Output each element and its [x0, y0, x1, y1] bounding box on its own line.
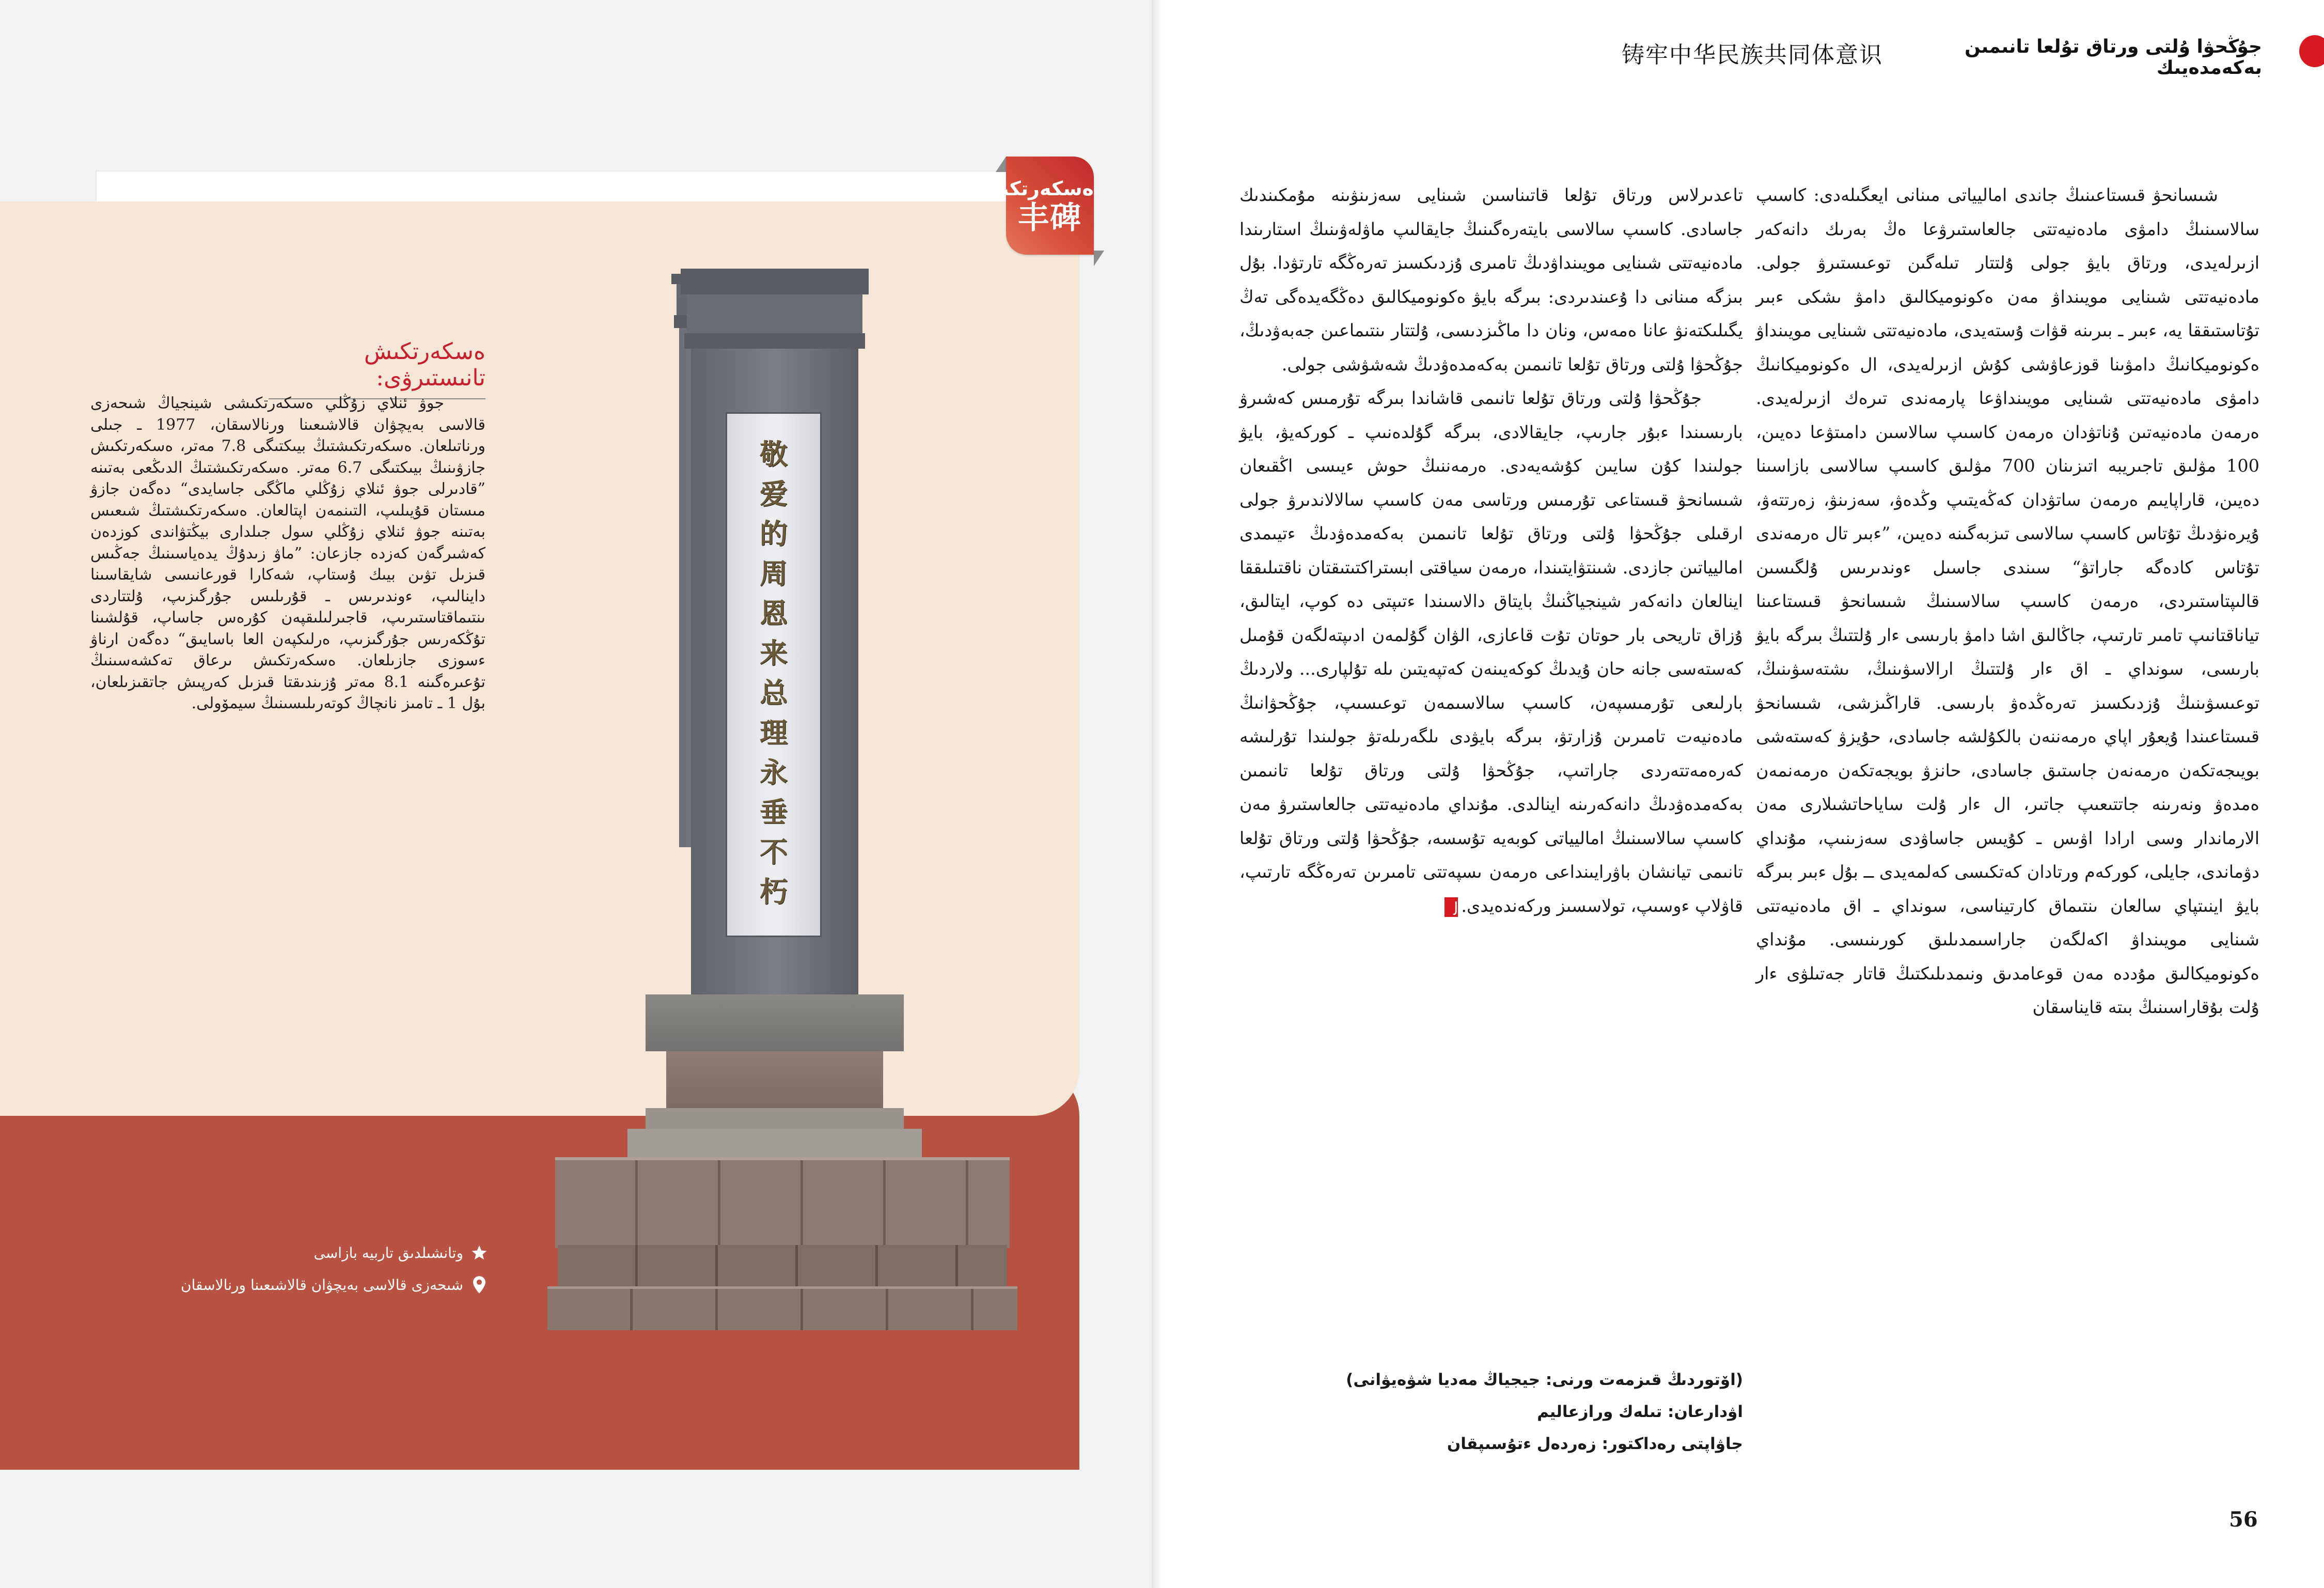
white-frame: [96, 170, 1079, 203]
inscription-character: 周: [760, 557, 788, 590]
author-affiliation: (اۆتوردىڭ قىزمەت ورنى: جيجياڭ مەديا شۋەيۋانى): [1346, 1371, 1743, 1389]
inscription-character: 垂: [760, 796, 788, 829]
monument-base: [558, 1245, 1007, 1286]
monument-base: [555, 1157, 1010, 1248]
article-paragraph: [1239, 178, 1743, 381]
caption-location-text: شىحەزى قالاسى بەيچۋان قالاشىعىنا ورنالاسقان: [181, 1276, 463, 1294]
star-icon: [470, 1244, 488, 1262]
inscription-character: 永: [760, 756, 788, 789]
badge-chinese-label: 丰碑: [1018, 200, 1082, 236]
inscription-text: [727, 414, 820, 912]
caption-education-base-text: وتانشىلدىق تاربيە بازاسى: [313, 1244, 463, 1262]
monument-shaft: [684, 333, 865, 349]
monument-plinth: [646, 1108, 904, 1129]
monument-plinth: [666, 1051, 883, 1108]
article-paragraph-text: تاعدىرلاس ورتاق تۇلعا قاتىناسىن شىنايى سەزىنۋىنە مۇمكىندىك جاسادى. كاسىپ سالاسى بايتەرەگىنىڭ جايقالىپ ماۋلەۋىنىڭ استارىندا مادەنيەتتى شىنايى مويىنداۋدىڭ تامىرى ۇزدىكسىز تەرەڭگە تارتۋدا. بۇل بىزگە مىنانى دا ۇعىندىردى: بىرگە بايۋ ەكونوميكالىق دەڭگەيدەگى تەڭ يگىلىكتەنۋ عانا ەمەس، ونان دا ماڭىزدىسى، ۇلتتار ىنتىماعىن جەبەۋدىڭ، جۇڭحۋا ۇلتى ورتاق تۇلعا تانىمىن بەكەمدەۋدىڭ شەشۋشى جولى.: [1239, 185, 1743, 375]
page-number: 56: [2229, 1507, 2258, 1532]
badge-fold: [996, 157, 1006, 172]
running-header-chinese: 铸牢中华民族共同体意识: [1622, 42, 1883, 68]
caption-location: [181, 1276, 488, 1294]
inscription-character: 总: [760, 676, 788, 709]
monument-description-text: جوۋ ئنلاي زۇڭلي ەسكەرتكىشى شينجياڭ شىحەزى قالاسى بەيچۋان قالاشىعىنا ورنالاسقان، 1977 ـ جىلى ورناتىلعان. ەسكەرتكىشتىڭ بيىكتىگى 7.8 مەتر، ەسكەرتكىش جازۋىنىڭ بيىكتىگى 6.7 مەتر. ەسكەرتكىشتىڭ الدىڭعى بەتىنە ”قادىرلى جوۋ ئنلاي زۇڭلي ماڭگى جاسايدى“ دەگەن جازۋ مىستان قۇيىلىپ، التىنمەن اپتالعان. ەسكەرتكىشتىڭ شىعىس بەتىنە جوۋ ئنلاي زۇڭلي سول جىلدارى بيڭتۋاندى كوزدەن كەشىرگەن كەزدە جازعان: ”ماۋ زىدۇڭ يدەياسىنىڭ جەڭىس قىزىل تۋىن بيىك ۇستاپ، شەكارا قورعانىسى شايقاسىنا داينالىپ، ءوندىرىس ـ قۇرىلىس جۇرگىزىپ، ۇلتتاردى ىنتىماقتاستىرىپ، قاجىرلىلىقپەن كۇرەس جاساپ، قۇلشىنا تۇڭكەرىس جۇرگىزىپ، ەرلىكپەن العا باسايىق“ دەگەن ارناۋ ءسوزى جازىلعان. ەسكەرتكىش ىرعاق تەكشەسىنىڭ تۇعىرەگىنە 8.1 مەتر ۇزىندىقتا قىزىل كەرپىش جاتقىزىلعان، بۇل 1 ـ تامىز نانچاڭ كوتەرىلىسىنىڭ سيمۆولى.: [90, 394, 485, 712]
monument-shaft: [687, 294, 862, 333]
inscription-character: 朽: [760, 875, 788, 908]
article-paragraph: [1756, 178, 2259, 1024]
badge-fold: [1094, 251, 1104, 266]
inscription-character: 恩: [760, 597, 788, 630]
monument-description: [90, 393, 485, 714]
article-column-middle: [1239, 178, 1743, 923]
article-paragraph-text: جۇڭحۋا ۇلتى ورتاق تۇلعا تانىمى قاشاندا بىرگە تۇرمىس كەشىرۋ بارىسىندا ءبۇر جارىپ، جايقالادى، بىرگە گۇلدەنىپ ـ كوركەيۋ، بايۋ جولىندا كۇن سايىن كۇشەيەدى. ەرمەننىڭ حوش ءيىسى اڭقىعان شىسانحۋ قىستاعى تۇرمىس ورتاسى مەن كاسىپ سالالاندىرۋ جولى ارقىلى جۇڭحۋا ۇلتى ورتاق تۇلعا تانىمىن بەكەمدەۋدىڭ ءتيىمدى اماليياتىن جازدى. شىنتۋايتىندا، ەرمەن سياقتى ابستراكتىتىقتان ناقتىلىققا اينالعان دانەكەر شينجياڭنىڭ بايتاق دالاسىندا ءتىپتى دە كوپ، ايتالىق، ۇزاق تاريحى بار حوتان تۇت قاعازى، الۋان گۇلمەن ادىپتەلگەن قۇمىل كەستەسى جانە حان ۇيدىڭ كوكەيىنەن كەتپەيتىن ىلە تۇلپارى... ولاردىڭ بارلىعى تۇرمىسپەن، كاسىپ سالاسىمەن توعىسىپ، جۇڭحۋانىڭ مادەنيەت تامىرىن ۇزارتۋ، بىرگە بايۋدى ىلگەرىلەتۋ جولىندا تۇرلىشە كەرەمەتتەردى جاراتىپ، جۇڭحۋا ۇلتى ورتاق تۇلعا تانىمىن بەكەمدەۋدىڭ دانەكەرىنە اينالدى. مۇنداي مادەنيەتتى جالعاستىرۋ مەن كاسىپ سالاسىنىڭ اماليياتى كوبەيە تۇسسە، جۇڭحۋا ۇلتى ورتاق تۇلعا تانىمى تيانشان باۋرايىنداعى ەرمەن ىسپەتتى تامىرىن تەرەڭگە تارتىپ، قاۋلاپ ءوسىپ، تولاسسىز وركەندەيدى.: [1239, 388, 1743, 916]
article-credits: [1322, 1364, 1743, 1460]
article-column-right: [1756, 178, 2259, 1024]
end-of-article-mark: J: [1444, 897, 1458, 917]
monument-plinth: [646, 994, 904, 1051]
inscription-character: 敬: [760, 438, 788, 471]
location-pin-icon: [470, 1276, 488, 1294]
inscription-panel-frame: [726, 412, 822, 937]
page-gutter: [1152, 0, 1162, 1588]
article-paragraph: [1239, 381, 1743, 923]
inscription-character: 爱: [760, 477, 788, 510]
monument-base: [547, 1286, 1017, 1330]
inscription-character: 理: [760, 716, 788, 749]
running-header-kazakh: جۇڭحۋا ۇلتى ورتاق تۇلعا تانىمىن بەكەمدەيىك: [1965, 36, 2262, 79]
inscription-character: 来: [760, 636, 788, 670]
article-paragraph-text: شىسانحۋ قىستاعىنىڭ جاندى اماليياتى مىنانى ايعگىلەدى: كاسىپ سالاسىنىڭ دامۋى مادەنيەتتى جالعاستىرۋعا ەڭ بەرىك دانەكەر ازىرلەيدى، ورتاق بايۋ جولى ۇلتتار تىلەگىن توعىستىرۋ جولى. مادەنيەتتى شىنايى مويىنداۋ مەن ەكونوميكالىق دامۋ ىشكى ءبىر تۇتاستىققا يە، ءبىر ـ بىرىنە قۋات ۇستەيدى، مادەنيەتتى شىنايى مويىنداۋ ەكونوميكانىڭ دامۋىنا قوزعاۋشى كۇش ازىرلەيدى، ال ەكونوميكانىڭ دامۋى مادەنيەتتى شىنايى مويىنداۋعا پارمەندى تىرەك ازىرلەيدى. ەرمەن مادەنيەتىن ۇناتۋدان ەرمەن كاسىپ سالاسىن دامىتۋعا دەيىن، 100 مۋلىق تاجىريبە اتىزىنان 700 مۋلىق كاسىپ سالاسى بازاسىنا دەيىن، قاراپايىم ەرمەن ساتۋدان كەڭەيتىپ وڭدەۋ، سەزىنۋ، زەرتتەۋ، ۇيرەنۋدىڭ تۇتاس كاسىپ سالاسى تىزبەگىنە دەيىن، ”ءبىر تال ەرمەندى تۇتاس كادەگە جاراتۋ“ سىندى جاسىل ءوندىرىس ۇلگىسىن قالىپتاستىردى، ەرمەن كاسىپ سالاسىنىڭ شىسانحۋ قىستاعىنا تياناقتانىپ تامىر تارتىپ، جاڭالىق اشا دامۋ بارىسى ءار ۇلتتىڭ بىرگە بايۋ بارىسى، سونداي ـ اق ءار ۇلتتىڭ ارالاسۋىنىڭ، ىشتەسۋىنىڭ، توعىسۋىنىڭ ۇزدىكسىز تەرەڭدەۋ بارىسى. قاراڭىزشى، شىسانحۋ قىستاعىندا ۇيعۇر اپاي ەرمەننەن بالكۇلشە جاسادى، حۇيزۋ كەستەشى بويىجەتكەن ەرمەنەن جاستىق جاسادى، حانزۋ بويجەتكەن ەرمەنمەن ەمدەۋ ونەرىنە جاتتىعىپ جاتىر، ال ءار ۇلت ساياحاتشىلارى مەن الارماندار وسى ارادا اۋىس ـ كۇيىس جاساۋدى سەزىنىپ، مۇنداي دۋماندى، جايلى، كوركەم ورتادان كەتكىسى كەلمەيدى ــ بۇل ءبىر بىرگە بايۋ اينىتپاي سالعان ىنتىماق كارتيناسى، سونداي ـ اق مادەنيەتتى شىنايى مويىنداۋ اكەلگەن جاراسىمدىلىق كورىنىسى. مۇنداي ەكونوميكالىق مۇددە مەن قوعامدىق ونىمدىلىكتىڭ قاتار جەتىلۋى ءار ۇلت بۇقاراسىنىڭ بىتە قايناسقان: [1756, 185, 2259, 1017]
section-badge: [973, 157, 1094, 255]
monument-plinth: [627, 1129, 922, 1157]
inscription-character: 的: [760, 517, 788, 550]
badge-kazakh-label: ەسكەرتكىش: [973, 177, 1094, 200]
monument-shaft: [681, 269, 869, 294]
responsible-editor: جاۋاپتى رەداكتور: زەردەل ءتۇسىپقان: [1447, 1435, 1743, 1453]
section-title: ەسكەرتكىش تانىستىرۋى:: [269, 338, 485, 399]
translator: اۋدارعان: تىلەك ورازعاليم: [1537, 1403, 1743, 1421]
caption-education-base: [181, 1244, 488, 1262]
inscription-character: 不: [760, 835, 788, 868]
